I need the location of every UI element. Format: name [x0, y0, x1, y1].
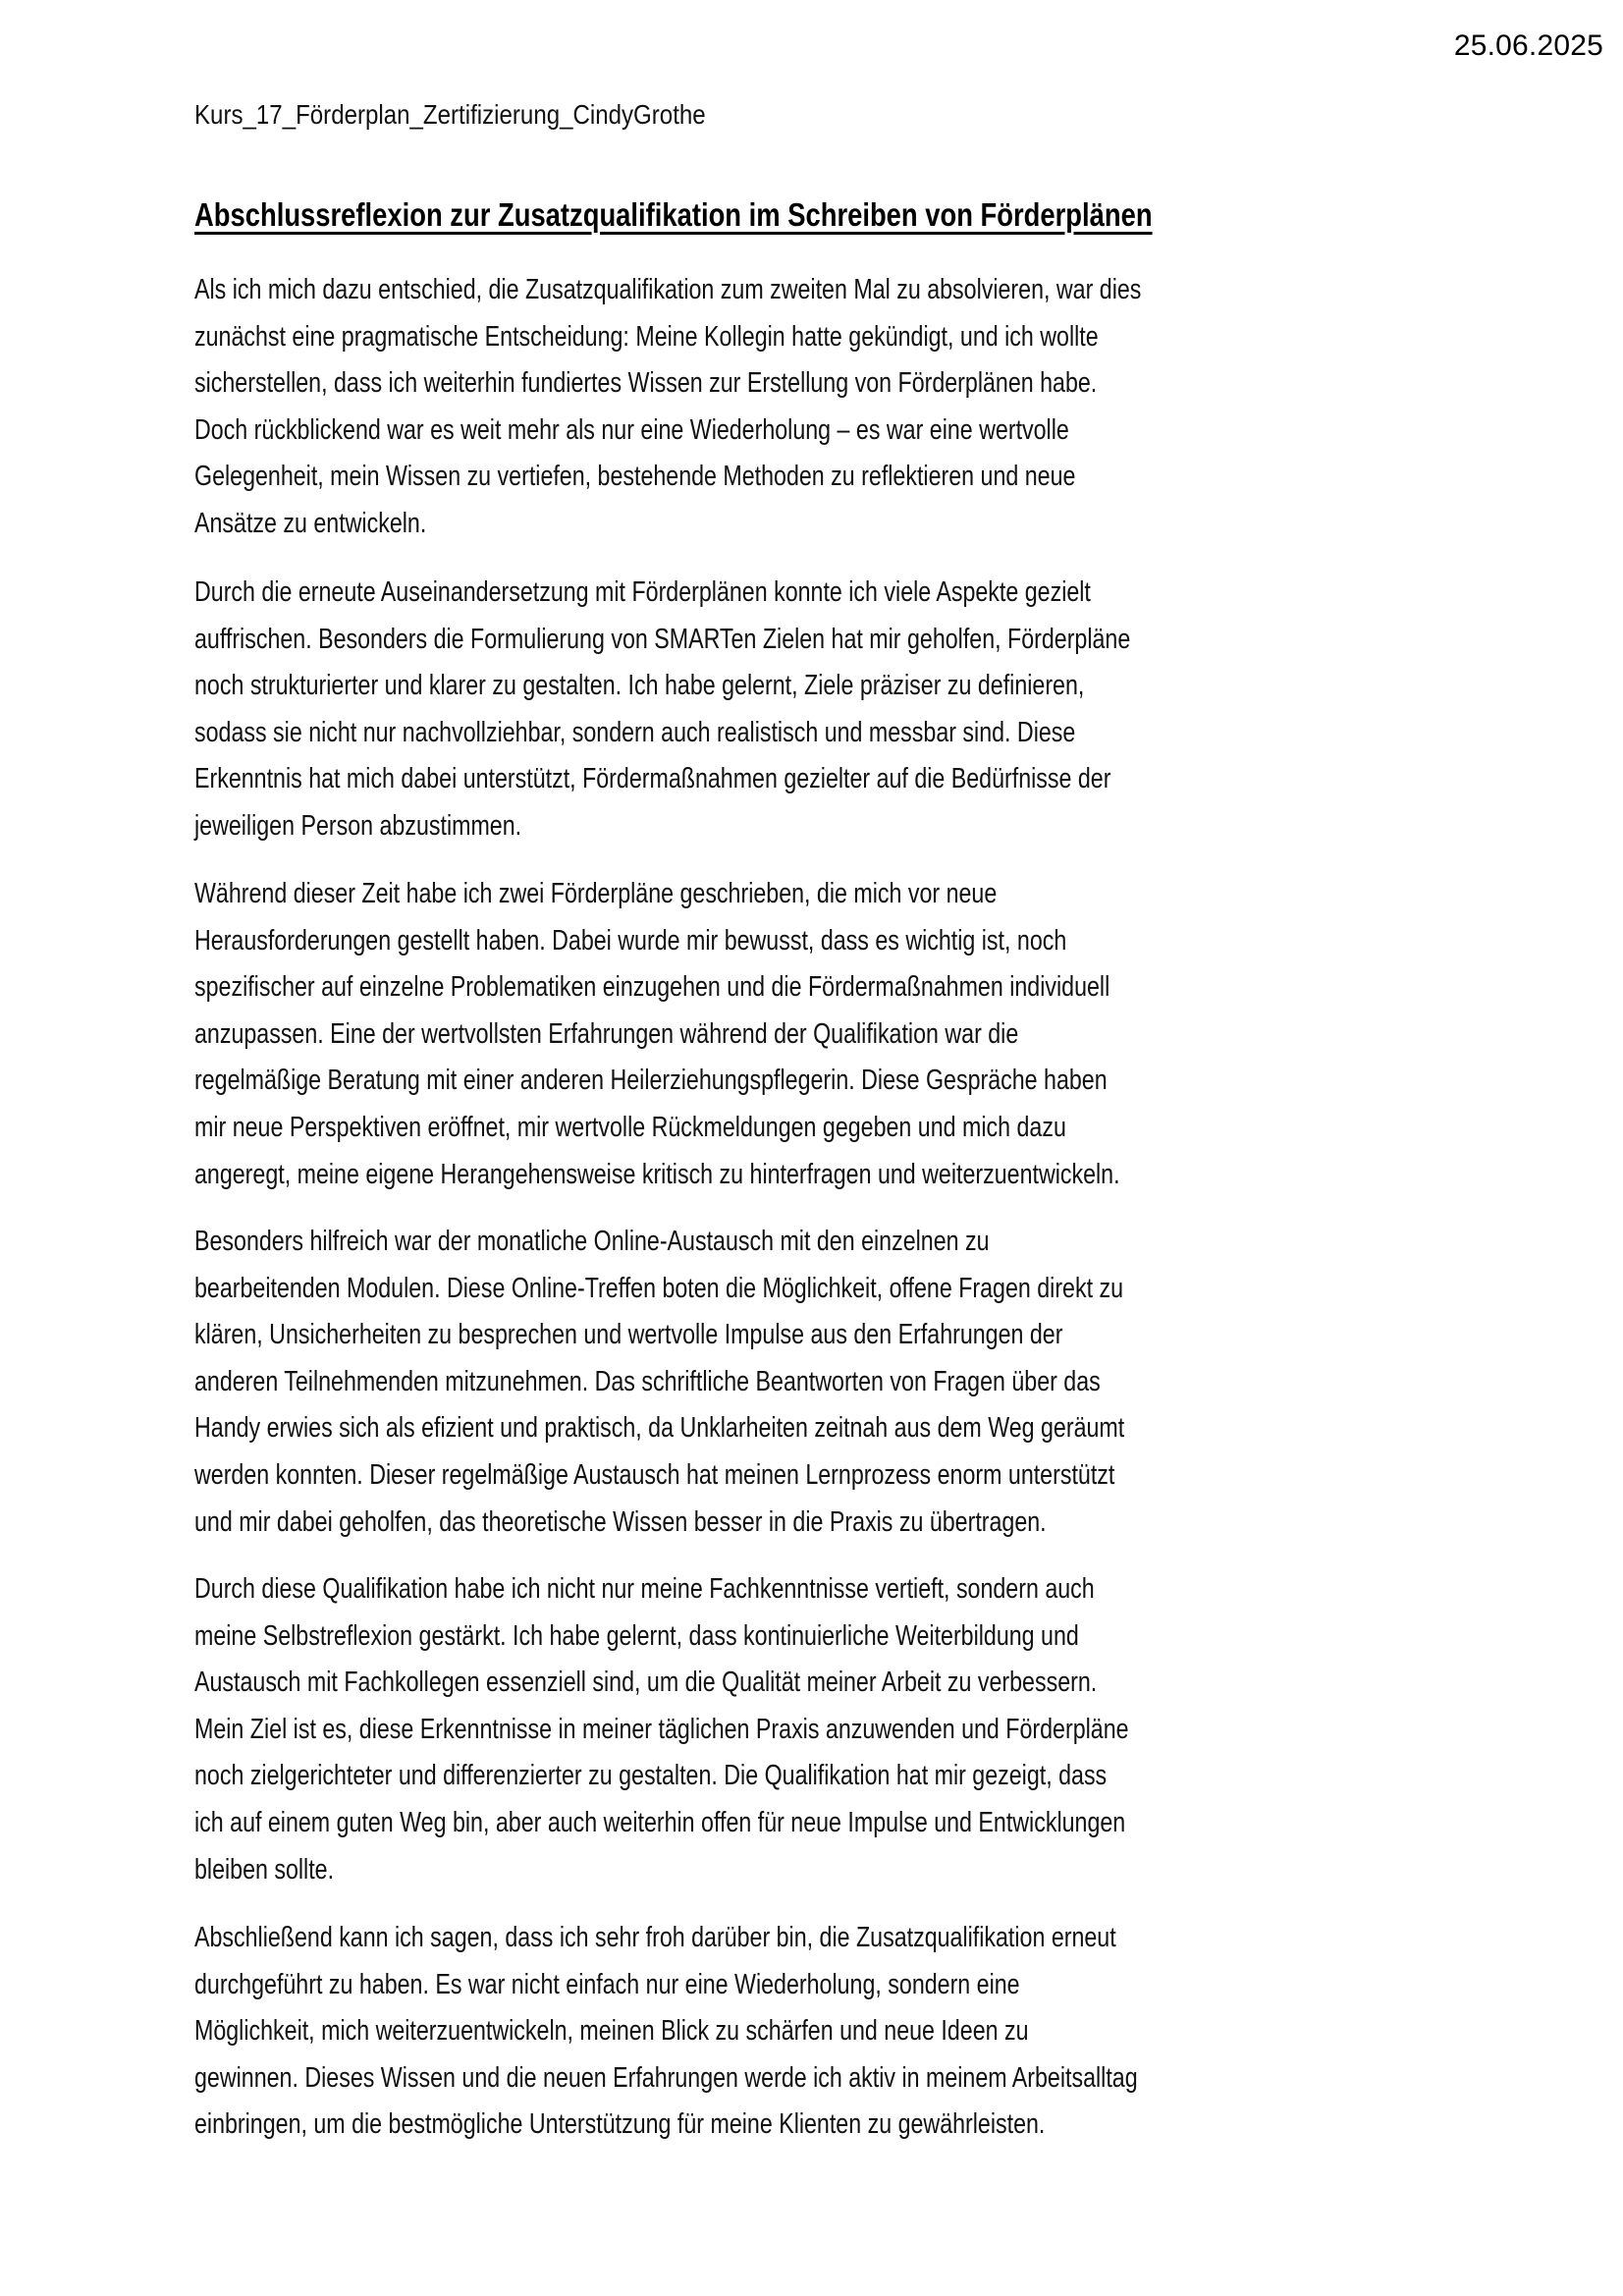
text-line: mir neue Perspektiven eröffnet, mir wertvolle Rückmeldungen gegeben und mich dazu	[194, 1111, 1066, 1143]
text-line: auffrischen. Besonders die Formulierung von SMARTen Zielen hat mir geholfen, Förderpläne	[194, 623, 1131, 655]
text-line: Mein Ziel ist es, diese Erkenntnisse in meiner täglichen Praxis anzuwenden und Förderpläne	[194, 1713, 1129, 1745]
text-line: Durch die erneute Auseinandersetzung mit Förderplänen konnte ich viele Aspekte gezielt	[194, 576, 1091, 608]
text-line: Abschließend kann ich sagen, dass ich sehr froh darüber bin, die Zusatzqualifikation erneut	[194, 1922, 1116, 1953]
text-line: Handy erwies sich als efizient und praktisch, da Unklarheiten zeitnah aus dem Weg geräumt	[194, 1412, 1125, 1445]
document-title: Abschlussreflexion zur Zusatzqualifikation im Schreiben von Förderplänen	[194, 196, 1153, 233]
text-line: werden konnten. Dieser regelmäßige Austausch hat meinen Lernprozess enorm unterstützt	[194, 1458, 1115, 1491]
text-line: Gelegenheit, mein Wissen zu vertiefen, bestehende Methoden zu reflektieren und neue	[194, 461, 1076, 493]
text-line: Herausforderungen gestellt haben. Dabei wurde mir bewusst, dass es wichtig ist, noch	[194, 924, 1067, 957]
text-line: gewinnen. Dieses Wissen und die neuen Erfahrungen werde ich aktiv in meinem Arbeitsalltag	[194, 2061, 1138, 2094]
text-line: angeregt, meine eigene Herangehensweise kritisch zu hinterfragen und weiterzuentwickeln.	[194, 1158, 1120, 1190]
text-line: Besonders hilfreich war der monatliche Online-Austausch mit den einzelnen zu	[194, 1226, 990, 1257]
text-line: und mir dabei geholfen, das theoretische Wissen besser in die Praxis zu übertragen.	[194, 1505, 1047, 1538]
text-line: bearbeitenden Modulen. Diese Online-Treffen boten die Möglichkeit, offene Fragen direkt zu	[194, 1272, 1124, 1304]
text-line: Während dieser Zeit habe ich zwei Förderpläne geschrieben, die mich vor neue	[194, 878, 998, 909]
paragraph-2	[194, 570, 1343, 850]
text-line: Erkenntnis hat mich dabei unterstützt, Fördermaßnahmen gezielter auf die Bedürfnisse der	[194, 763, 1111, 795]
text-line: Möglichkeit, mich weiterzuentwickeln, meinen Blick zu schärfen und neue Ideen zu	[194, 2015, 1029, 2048]
paragraph-5	[194, 1566, 1341, 1893]
text-line: bleiben sollte.	[194, 1853, 335, 1886]
text-line: noch zielgerichteter und differenzierter zu gestalten. Die Qualifikation hat mir gezeigt, dass	[194, 1760, 1108, 1792]
paragraph-1	[194, 267, 1356, 548]
text-line: jeweiligen Person abzustimmen.	[194, 809, 522, 842]
text-line: zunächst eine pragmatische Entscheidung: Meine Kollegin hatte gekündigt, und ich wollte	[194, 320, 1099, 353]
text-line: Durch diese Qualifikation habe ich nicht nur meine Fachkenntnisse vertieft, sondern auch	[194, 1573, 1095, 1605]
text-line: Doch rückblickend war es weit mehr als nur eine Wiederholung – es war eine wertvolle	[194, 413, 1069, 446]
text-line: spezifischer auf einzelne Problematiken einzugehen und die Fördermaßnahmen individuell	[194, 971, 1110, 1004]
document-filename: Kurs_17_Förderplan_Zertifizierung_CindyGrothe	[194, 99, 706, 130]
text-line: meine Selbstreflexion gestärkt. Ich habe gelernt, dass kontinuierliche Weiterbildung und	[194, 1619, 1079, 1652]
text-line: sodass sie nicht nur nachvollziehbar, sondern auch realistisch und messbar sind. Diese	[194, 716, 1076, 748]
text-line: anzupassen. Eine der wertvollsten Erfahrungen während der Qualifikation war die	[194, 1017, 1019, 1050]
text-line: Als ich mich dazu entschied, die Zusatzqualifikation zum zweiten Mal zu absolvieren, war dies	[194, 274, 1142, 305]
text-line: regelmäßige Beratung mit einer anderen Heilerziehungspflegerin. Diese Gespräche haben	[194, 1065, 1108, 1097]
paragraph-6	[194, 1915, 1352, 2149]
text-line: sicherstellen, dass ich weiterhin fundiertes Wissen zur Erstellung von Förderplänen habe.	[194, 367, 1098, 400]
text-line: klären, Unsicherheiten zu besprechen und wertvolle Impulse aus den Erfahrungen der	[194, 1319, 1063, 1351]
text-line: Austausch mit Fachkollegen essenziell sind, um die Qualität meiner Arbeit zu verbessern.	[194, 1667, 1098, 1699]
text-line: anderen Teilnehmenden mitzunehmen. Das schriftliche Beantworten von Fragen über das	[194, 1365, 1101, 1397]
text-line: Ansätze zu entwickeln.	[194, 507, 427, 539]
text-line: einbringen, um die bestmögliche Unterstützung für meine Klienten zu gewährleisten.	[194, 2108, 1046, 2141]
paragraph-4	[194, 1219, 1335, 1546]
text-line: durchgeführt zu haben. Es war nicht einfach nur eine Wiederholung, sondern eine	[194, 1968, 1020, 2000]
document-date: 25.06.2025	[1453, 29, 1603, 62]
paragraph-3	[194, 871, 1330, 1198]
text-line: ich auf einem guten Weg bin, aber auch weiterhin offen für neue Impulse und Entwicklungen	[194, 1806, 1126, 1838]
text-line: noch strukturierter und klarer zu gestalten. Ich habe gelernt, Ziele präziser zu definieren,	[194, 670, 1085, 702]
